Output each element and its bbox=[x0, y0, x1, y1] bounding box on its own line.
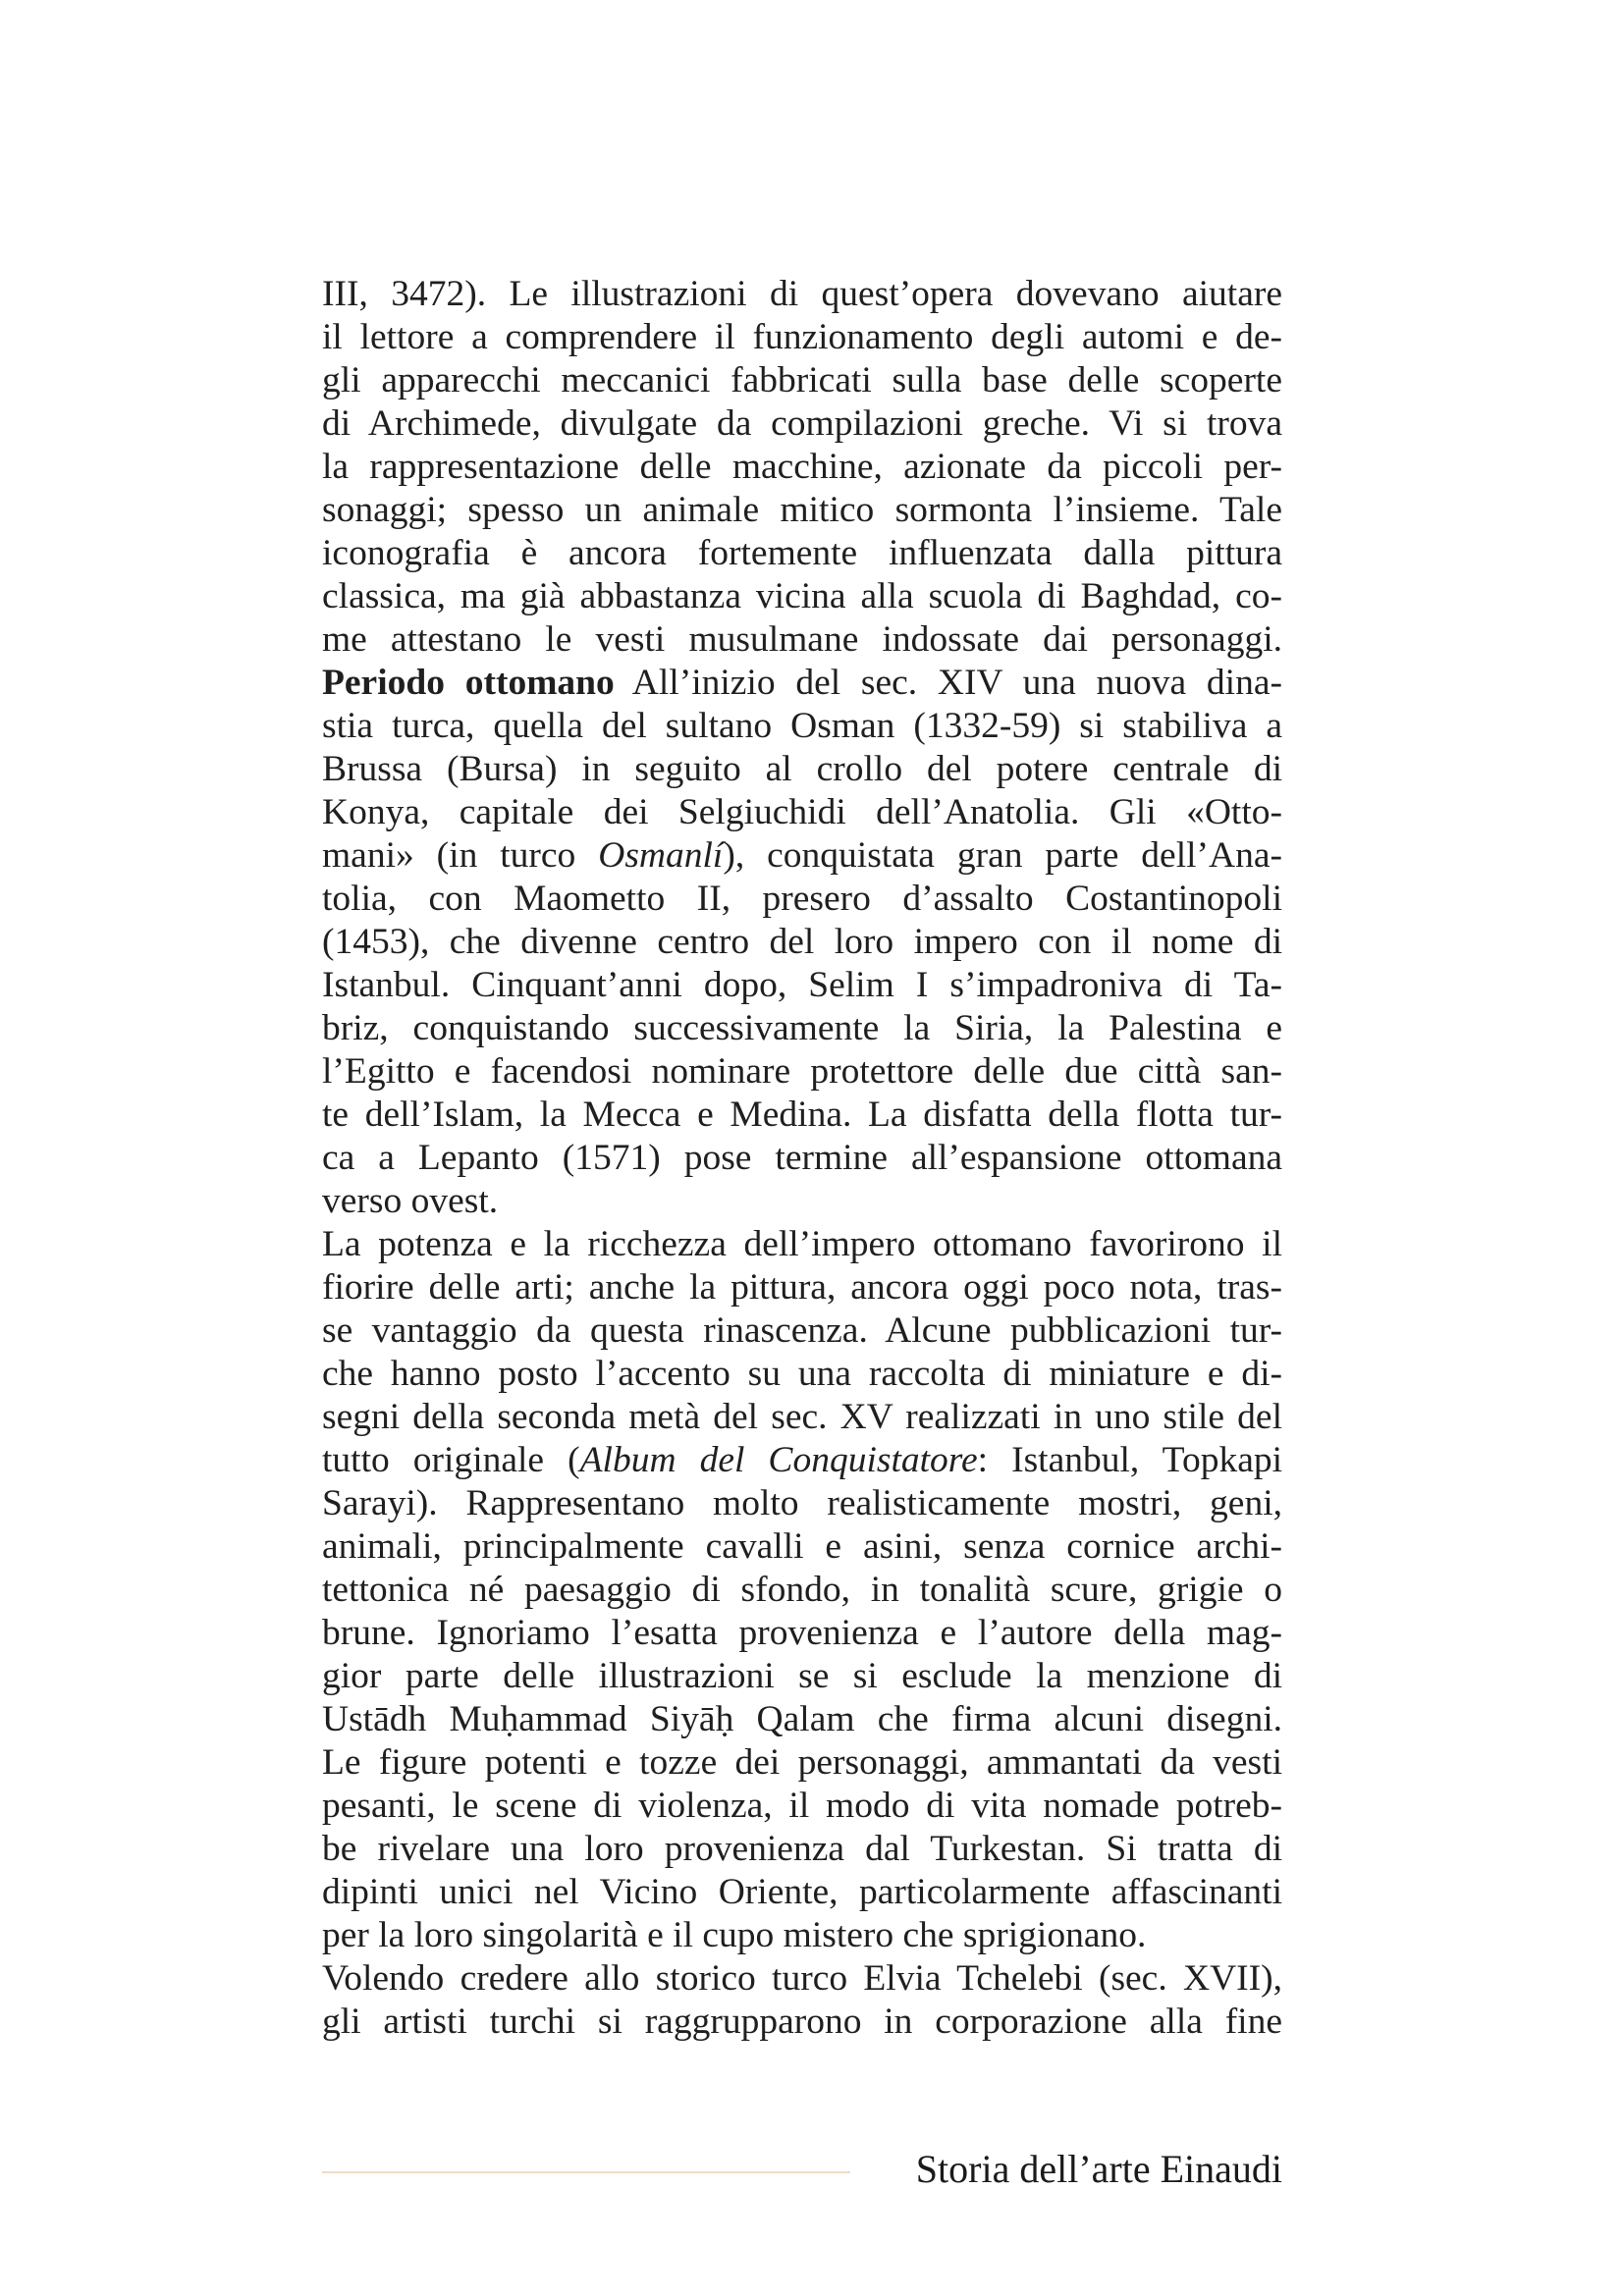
text-line: Sarayi). Rappresentano molto realisticamente mostri, geni, bbox=[322, 1483, 1282, 1523]
text-line: te dell’Islam, la Mecca e Medina. La disfatta della flotta tur- bbox=[322, 1095, 1282, 1135]
text-line: classica, ma già abbastanza vicina alla scuola di Baghdad, co- bbox=[322, 576, 1282, 616]
text-line: il lettore a comprendere il funzionamento degli automi e de- bbox=[322, 317, 1282, 357]
text-fragment: : Istanbul, Topkapi bbox=[977, 1440, 1283, 1480]
text-fragment: mani» (in turco bbox=[322, 835, 599, 876]
text-line: La potenza e la ricchezza dell’impero ottomano favorirono il bbox=[322, 1224, 1282, 1264]
text-line: se vantaggio da questa rinascenza. Alcune pubblicazioni tur- bbox=[322, 1310, 1282, 1351]
text-line: tolia, con Maometto II, presero d’assalto Costantinopoli bbox=[322, 879, 1282, 919]
text-line: per la loro singolarità e il cupo mistero che sprigionano. bbox=[322, 1915, 1147, 1955]
body-text bbox=[322, 273, 1282, 2044]
text-line: fiorire delle arti; anche la pittura, ancora oggi poco nota, tras- bbox=[322, 1267, 1282, 1308]
text-line bbox=[322, 1439, 1282, 1482]
text-line: me attestano le vesti musulmane indossate dai personaggi. bbox=[322, 619, 1282, 660]
text-line: segni della seconda metà del sec. XV realizzati in uno stile del bbox=[322, 1397, 1282, 1437]
section-heading-line bbox=[322, 662, 1282, 705]
text-fragment: tutto originale ( bbox=[322, 1440, 580, 1480]
text-line: iconografia è ancora fortemente influenzata dalla pittura bbox=[322, 533, 1282, 573]
section-heading: Periodo ottomano bbox=[322, 663, 615, 703]
text-line: Konya, capitale dei Selgiuchidi dell’Anatolia. Gli «Otto- bbox=[322, 792, 1282, 832]
text-fragment: All’inizio del sec. XIV una nuova dina- bbox=[631, 663, 1282, 703]
text-line: gli artisti turchi si raggrupparono in corporazione alla fine bbox=[322, 2002, 1282, 2042]
text-line: l’Egitto e facendosi nominare protettore delle due città san- bbox=[322, 1051, 1282, 1092]
text-line: Volendo credere allo storico turco Elvia Tchelebi (sec. XVII), bbox=[322, 1958, 1282, 1999]
text-line: (1453), che divenne centro del loro impero con il nome di bbox=[322, 922, 1282, 962]
text-line: brune. Ignoriamo l’esatta provenienza e l’autore della mag- bbox=[322, 1613, 1282, 1653]
text-line: animali, principalmente cavalli e asini, senza cornice archi- bbox=[322, 1526, 1282, 1567]
text-line: sonaggi; spesso un animale mitico sormonta l’insieme. Tale bbox=[322, 490, 1282, 530]
text-line: tettonica né paesaggio di sfondo, in tonalità scure, grigie o bbox=[322, 1570, 1282, 1610]
text-line: dipinti unici nel Vicino Oriente, particolarmente affascinanti bbox=[322, 1872, 1282, 1912]
text-line: gli apparecchi meccanici fabbricati sulla base delle scoperte bbox=[322, 360, 1282, 400]
text-line: Brussa (Bursa) in seguito al crollo del potere centrale di bbox=[322, 749, 1282, 789]
text-line: Ustādh Muḥammad Siyāḥ Qalam che firma alcuni disegni. bbox=[322, 1699, 1282, 1739]
text-line bbox=[322, 834, 1282, 878]
text-line: pesanti, le scene di violenza, il modo di vita nomade potreb- bbox=[322, 1786, 1282, 1826]
text-line: Istanbul. Cinquant’anni dopo, Selim I s’impadroniva di Ta- bbox=[322, 965, 1282, 1005]
text-line: gior parte delle illustrazioni se si esclude la menzione di bbox=[322, 1656, 1282, 1696]
text-line: Le figure potenti e tozze dei personaggi, ammantati da vesti bbox=[322, 1742, 1282, 1783]
italic-term: Osmanlí bbox=[598, 835, 724, 876]
text-line: che hanno posto l’accento su una raccolta di miniature e di- bbox=[322, 1354, 1282, 1394]
text-line: di Archimede, divulgate da compilazioni greche. Vi si trova bbox=[322, 403, 1282, 444]
footer-title: Storia dell’arte Einaudi bbox=[915, 2147, 1282, 2191]
text-line: verso ovest. bbox=[322, 1181, 499, 1221]
italic-title: Album del Conquistatore bbox=[579, 1440, 978, 1480]
text-line: ca a Lepanto (1571) pose termine all’espansione ottomana bbox=[322, 1138, 1282, 1178]
text-line: stia turca, quella del sultano Osman (1332-59) si stabiliva a bbox=[322, 706, 1282, 746]
text-line: III, 3472). Le illustrazioni di quest’opera dovevano aiutare bbox=[322, 274, 1282, 314]
text-fragment: ), conquistata gran parte dell’Ana- bbox=[723, 835, 1282, 876]
text-line: be rivelare una loro provenienza dal Turkestan. Si tratta di bbox=[322, 1829, 1282, 1869]
footer-rule bbox=[322, 2171, 850, 2173]
text-line: briz, conquistando successivamente la Siria, la Palestina e bbox=[322, 1008, 1282, 1048]
text-line: la rappresentazione delle macchine, azionate da piccoli per- bbox=[322, 447, 1282, 487]
